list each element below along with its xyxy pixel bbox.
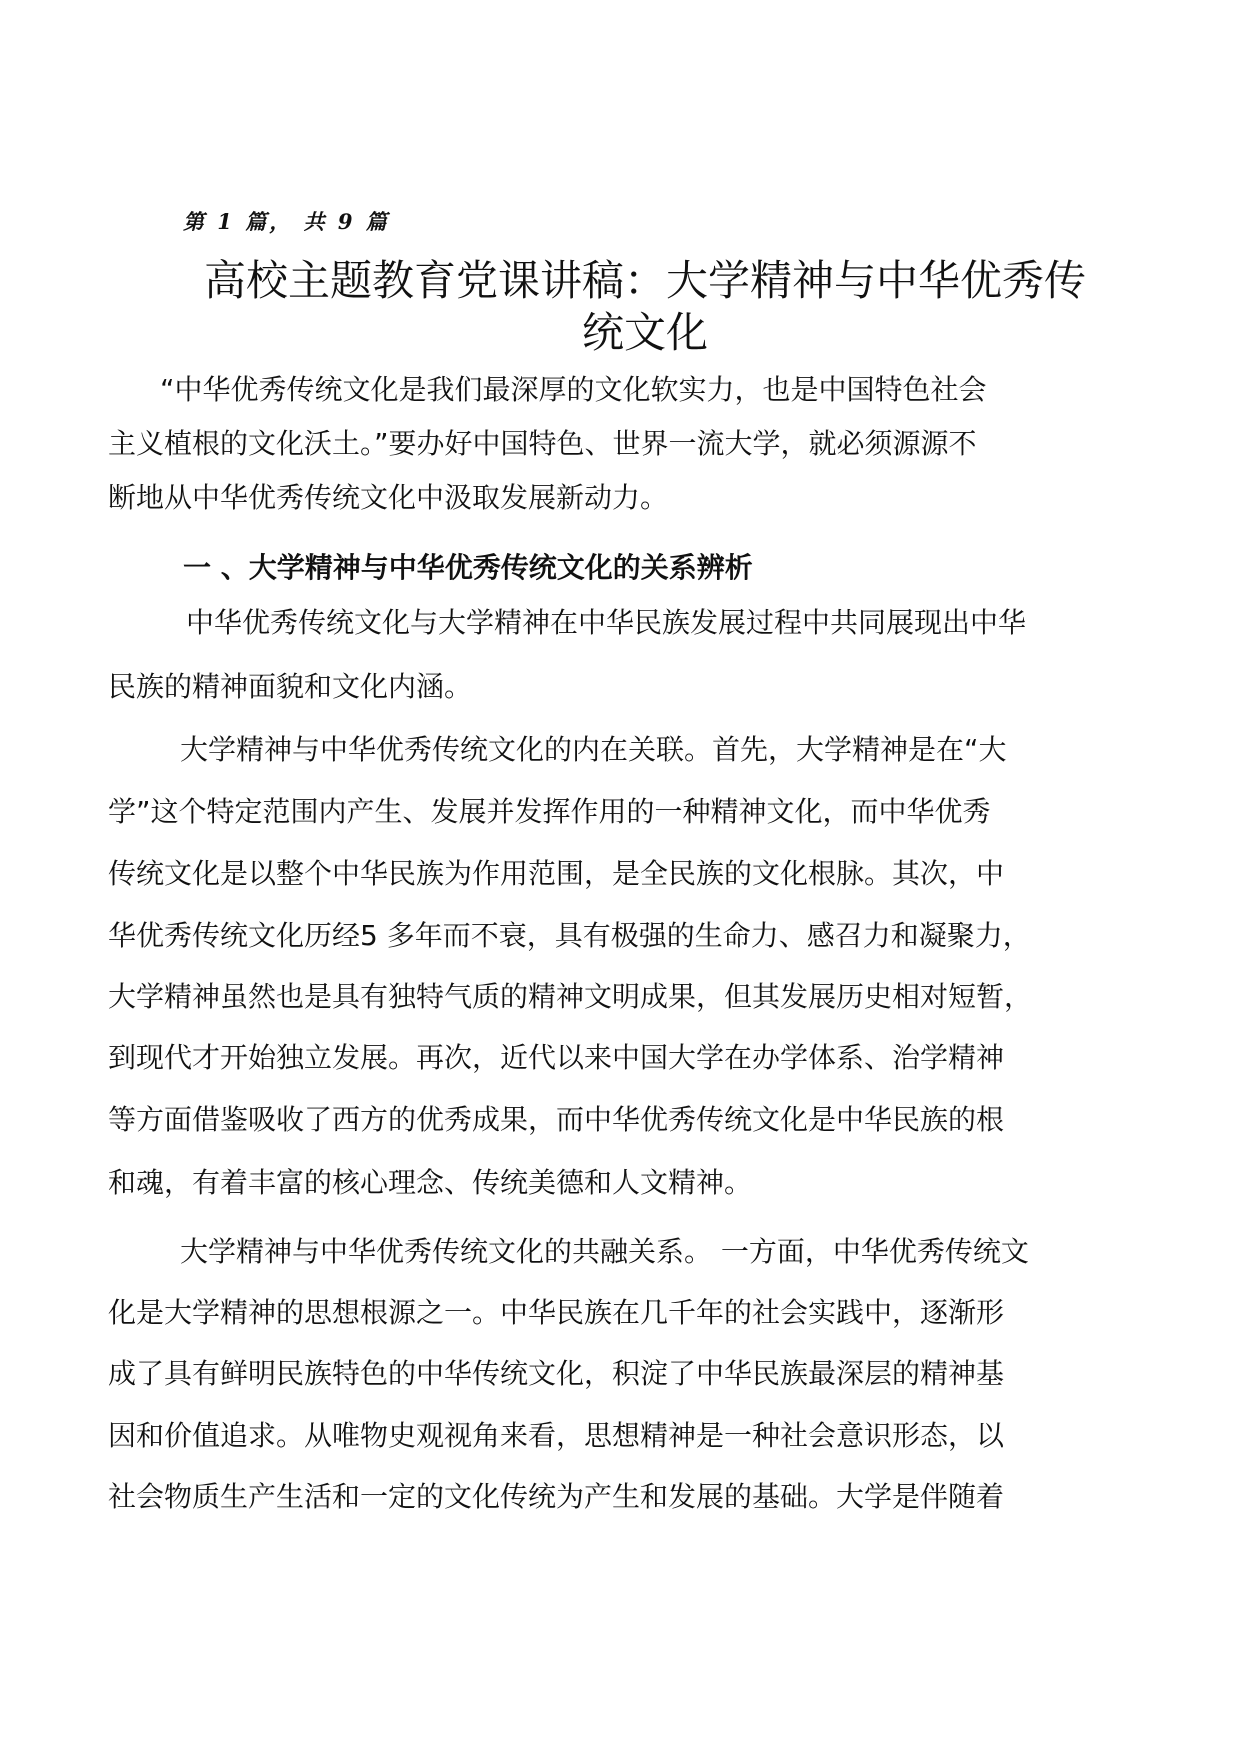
paragraph-line: 化是大学精神的思想根源之一。中华民族在几千年的社会实践中，逐渐形: [108, 1296, 1005, 1329]
paragraph-line: 华优秀传统文化历经5 多年而不衰，具有极强的生命力、感召力和凝聚力，: [108, 919, 1031, 952]
paragraph-line: 大学精神虽然也是具有独特气质的精神文明成果，但其发展历史相对短暂，: [108, 980, 1033, 1013]
document-title-line-2: 统文化: [581, 308, 708, 357]
paragraph-line: 中华优秀传统文化与大学精神在中华民族发展过程中共同展现出中华: [186, 606, 1027, 639]
paragraph-line: 等方面借鉴吸收了西方的优秀成果，而中华优秀传统文化是中华民族的根: [108, 1103, 1005, 1136]
intro-line: 主义植根的文化沃土。”要办好中国特色、世界一流大学，就必须源源不: [108, 427, 977, 460]
paragraph-line: 大学精神与中华优秀传统文化的内在关联。首先，大学精神是在“大: [180, 733, 1007, 766]
paragraph-line: 学”这个特定范围内产生、发展并发挥作用的一种精神文化，而中华优秀: [108, 795, 991, 828]
document-title-line-1: 高校主题教育党课讲稿：大学精神与中华优秀传: [203, 256, 1086, 305]
paragraph-line: 传统文化是以整个中华民族为作用范围，是全民族的文化根脉。其次，中: [108, 857, 1005, 890]
paragraph-line: 大学精神与中华优秀传统文化的共融关系。 一方面，中华优秀传统文: [180, 1235, 1029, 1268]
paragraph-line: 民族的精神面貌和文化内涵。: [108, 670, 473, 703]
intro-line: 断地从中华优秀传统文化中汲取发展新动力。: [108, 481, 669, 514]
paragraph-line: 到现代才开始独立发展。再次，近代以来中国大学在办学体系、治学精神: [108, 1041, 1005, 1074]
paragraph-line: 成了具有鲜明民族特色的中华传统文化，积淀了中华民族最深层的精神基: [108, 1357, 1005, 1390]
intro-line: “中华优秀传统文化是我们最深厚的文化软实力，也是中国特色社会: [160, 373, 987, 406]
section-heading: 一 、大学精神与中华优秀传统文化的关系辨析: [183, 551, 753, 584]
paragraph-line: 因和价值追求。从唯物史观视角来看，思想精神是一种社会意识形态，以: [108, 1419, 1005, 1452]
paragraph-line: 和魂，有着丰富的核心理念、传统美德和人文精神。: [108, 1166, 753, 1199]
paragraph-line: 社会物质生产生活和一定的文化传统为产生和发展的基础。大学是伴随着: [108, 1480, 1005, 1513]
document-counter: 第 1 篇， 共 9 篇: [183, 209, 390, 234]
